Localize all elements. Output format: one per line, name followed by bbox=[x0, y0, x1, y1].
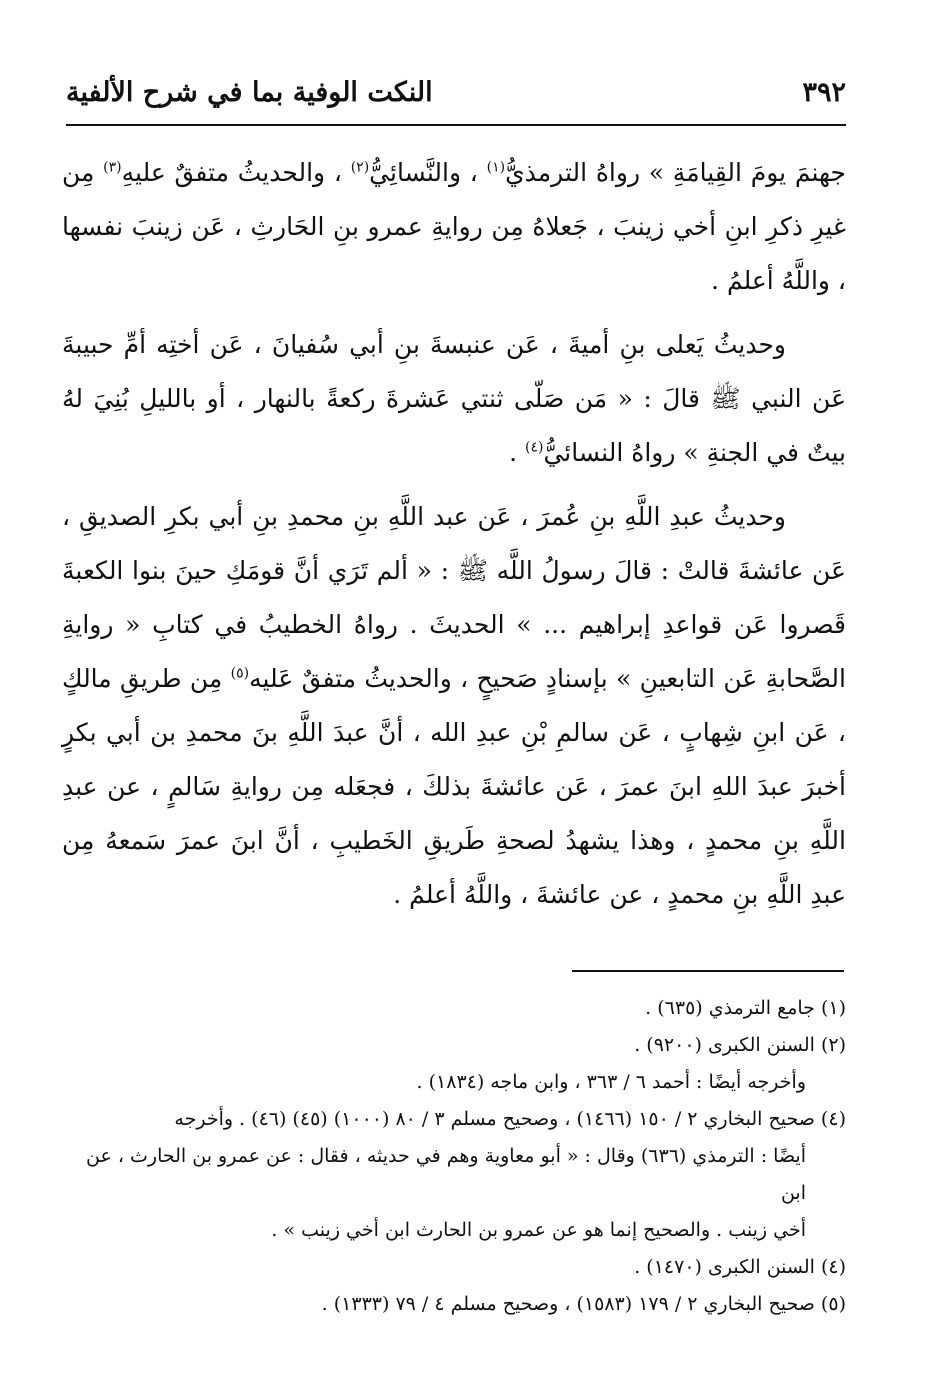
footnotes bbox=[62, 990, 846, 1323]
paragraph-2 bbox=[62, 318, 846, 480]
footnote-ref: (٣) bbox=[103, 159, 122, 176]
paragraph-text: جهنمَ يومَ القِيامَةِ » رواهُ الترمذيُّ bbox=[505, 158, 846, 187]
paragraph-text: مِن غيرِ ذكرِ ابنِ أخي زينبَ ، جَعلاهُ مِن روايةِ عمرو بنِ الحَارثِ ، عَن زينبَ نفسها ، واللَّهُ أعلمُ . bbox=[62, 158, 846, 295]
paragraph-text: مِن طريقِ مالكٍ ، عَن ابنِ شِهابٍ ، عَن سالمِ بْنِ عبدِ الله ، أنَّ عبدَ اللَّهِ بنَ محمدِ بن أبي بكرٍ أخبرَ عبدَ اللهِ ابنَ عمرَ ، عَن عائشةَ بذلكَ ، فجعَله مِن روايةِ سَالمٍ ، عن عبدِ اللَّهِ بنِ محمدٍ ، وهذا يشهدُ لصحةِ طَريقِ الخَطيبِ ، أنَّ ابنَ عمرَ سَمعهُ مِن عبدِ اللَّهِ بنِ محمدٍ ، عن عائشةَ ، واللَّهُ أعلمُ . bbox=[62, 664, 846, 909]
paragraph-1 bbox=[62, 146, 846, 308]
footnote-ref: (١) bbox=[486, 159, 506, 176]
paragraph-text: ، والحديثُ متفقٌ عليهِ bbox=[121, 158, 351, 187]
paragraph-text: وحديثُ يَعلى بنِ أميةَ ، عَن عنبسةَ بنِ أبي سُفيانَ ، عَن أختِه أمِّ حبيبةَ عَن النبي ﷺ قالَ : « مَن صَلّى ثنتي عَشرةَ ركعةً بالنهار ، أو بالليلِ بُنِيَ لهُ بيتٌ في الجنةِ » رواهُ النسائيُّ bbox=[62, 330, 846, 467]
footnote-4: (٤) صحيح البخاري ٢ / ١٥٠ (١٤٦٦) ، وصحيح مسلم ٣ / ٨٠ (١٠٠٠) (٤٥) (٤٦) . وأخرجه bbox=[174, 1108, 846, 1130]
paragraph-text: . bbox=[509, 438, 525, 467]
page-number: ٣٩٢ bbox=[802, 76, 846, 108]
footnote-ref: (٤) bbox=[525, 439, 544, 456]
paragraph-3 bbox=[62, 490, 846, 922]
page-header bbox=[66, 68, 846, 116]
footnote-ref: (٥) bbox=[230, 665, 250, 682]
paragraph-text: وحديثُ عبدِ اللَّهِ بنِ عُمرَ ، عَن عبد اللَّهِ بنِ محمدِ بنِ أبي بكرِ الصديقِ ، عَن عائشةَ قالتْ : قالَ رسولُ اللَّه ﷺ : « ألم تَرَي أنَّ قومَكِ حينَ بنوا الكعبةَ قَصروا عَن قواعدِ إبراهيم ... » الحديثَ . رواهُ الخطيبُ في كتابِ « روايةِ الصَّحابةِ عَن التابعينِ » بإسنادٍ صَحيحٍ ، والحديثُ متفقٌ عَليه bbox=[62, 502, 846, 693]
footnote-4-continuation: أخي زينب . والصحيح إنما هو عن عمرو بن الحارث ابن أخي زينب » . bbox=[271, 1219, 806, 1241]
footnote-divider bbox=[572, 970, 844, 972]
footnote-ref: (٢) bbox=[350, 159, 370, 176]
paragraph-text: ، والنَّسائِيُّ bbox=[369, 158, 487, 187]
footnote-1: (١) جامع الترمذي (٦٣٥) . bbox=[645, 997, 846, 1019]
footnote-4b: (٤) السنن الكبرى (١٤٧٠) . bbox=[634, 1256, 846, 1278]
header-divider bbox=[66, 124, 846, 126]
running-title: النكت الوفية بما في شرح الألفية bbox=[66, 76, 433, 108]
footnote-2: (٢) السنن الكبرى (٩٢٠٠) . bbox=[634, 1034, 846, 1056]
footnote-5: (٥) صحيح البخاري ٢ / ١٧٩ (١٥٨٣) ، وصحيح مسلم ٤ / ٧٩ (١٣٣٣) . bbox=[321, 1293, 846, 1315]
main-text bbox=[62, 146, 846, 932]
footnote-2-continuation: وأخرجه أيضًا : أحمد ٦ / ٣٦٣ ، وابن ماجه (١٨٣٤) . bbox=[416, 1071, 806, 1093]
footnote-4-continuation: أيضًا : الترمذي (٦٣٦) وقال : « أبو معاوية وهم في حديثه ، فقال : عن عمرو بن الحارث ، عن ابن bbox=[86, 1145, 806, 1204]
